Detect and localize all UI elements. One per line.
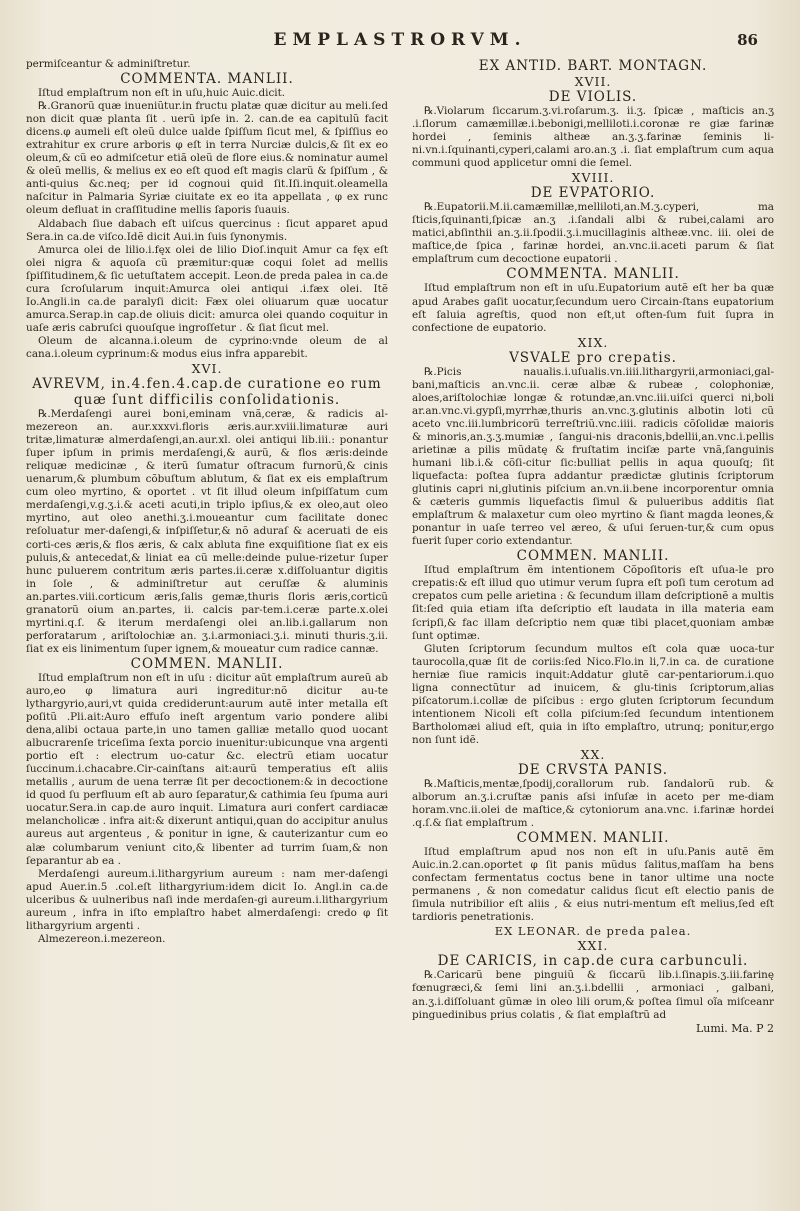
text-paragraph: Oleum de alcanna.i.oleum de cyprino:vnde oleum de al cana.i.oleum cyprinum:& modus eius infra apparebit. xyxy=(26,334,388,360)
section-heading: XVI. xyxy=(191,361,223,377)
text-paragraph: Merdaſengi aureum.i.lithargyrium aureum : nam mer-daſengi apud Auer.in.5 .col.eſt lithargyrium:idem dicit Io. Angl.in ca.de ulceribus & uulneribus naſi inde merdaſen-gi aureum.i.lithargyrium aureum , infra in iſto emplaſtro habet almerdaſengi: credo φ ſit lithargyrium argenti . xyxy=(26,867,388,932)
section-heading: XVIII. xyxy=(571,170,615,186)
section-heading: XIX. xyxy=(577,334,609,350)
text-paragraph: ℞.Violarum ſiccarum.ʒ.vi.roſarum.ʒ. ii.ʒ. ſpicæ , maſticis an.ʒ .i.ſlorum camæmillæ.i.bebonigi,melliloti.i.coronæ re giæ farinæ hordei , ſeminis altheæ an.ʒ.ʒ.farinæ ſeminis li-ni.vn.i.ſquinanti,cyperi,calami aro.an.ʒ .i. ſiat emplaſtrum cum aqua communi quod applicetur omni die ſemel. xyxy=(412,105,774,170)
section-heading: COMMENTA. MANLII. xyxy=(506,266,680,283)
page-number: 86 xyxy=(737,31,758,49)
text-paragraph: Iſtud emplaſtrum non eſt in uſu.Eupatorium autẽ eſt her ba quæ apud Arabes gaſit uocatur,ſecundum uero Circain-ſtans eupatorium eſt ſaluia agreſtis, quod non eſt,ut often-ſum fuit ſupra in confectione de eupatorio. xyxy=(412,282,774,334)
section-heading: COMMEN. MANLII. xyxy=(516,830,670,847)
section-heading: COMMENTA. MANLII. xyxy=(120,71,294,88)
section-heading: EX LEONAR. de preda palea. xyxy=(494,924,692,939)
section-heading: COMMEN. MANLII. xyxy=(516,548,670,565)
section-heading: XXI. xyxy=(577,938,609,954)
section-heading: DE CARICIS, in cap.de cura carbunculi. xyxy=(437,953,749,970)
section-heading: COMMEN. MANLII. xyxy=(130,655,284,672)
left-column xyxy=(26,58,388,1198)
section-heading: VSVALE pro crepatis. xyxy=(509,349,677,366)
text-paragraph: Gluten ſcriptorum ſecundum multos eſt cola quæ uoca-tur taurocolla,quæ ſit de coriis:ſed Nico.Flo.in li,7.in ca. de curatione herniæ ſiue ramicis inquit:Addatur glutẽ car-pentariorum.i.quo ligna connectũtur ad inuicem, & glu-tinis ſcriptorum,alias piſcatorum.i.collæ de piſcibus : ergo gluten ſcriptorum ſecundum intentionem Nicoli eſt colla piſcium:ſed ſecundum intentionem Bartholomæi aliud eſt, quia in iſto emplaſtro, utrunq; ponitur,ergo non ſunt idẽ. xyxy=(412,642,774,746)
text-columns xyxy=(26,58,774,1198)
text-paragraph: Amurca olei de lilio.i.fęx olei de lilio Dioſ.inquit Amur ca fęx eſt olei nigra & aquoſa cũ præmitur:quæ coqui ſolet ad mellis ſpiſſitudinem,& ſic uetuſtatem accepit. Leon.de preda palea in ca.de cura ſcroſularum inquit:Amurca olei antiqui .i.fæx olei. Itẽ Io.Angli.in ca.de paralyſi dicit: Fæx olei oliuarum quæ uocatur amurca.Serap.in cap.de oliuis dicit: amurca olei quando coquitur in uaſe æris cabruſci quouſque ingroſſetur . & ſiat ſicut mel. xyxy=(26,243,388,334)
right-column xyxy=(412,58,774,1198)
text-paragraph: Aldabach ſiue dabach eſt uiſcus quercinus : ſicut apparet apud Sera.in ca.de viſco.Idẽ dicit Aui.in ſuis ſynonymis. xyxy=(26,217,388,243)
section-heading: AVREVM, in.4.fen.4.cap.de curatione eo rum quæ ſunt difficilis conſolidationis. xyxy=(32,376,382,409)
catchword: Lumi. Ma. P 2 xyxy=(695,1021,774,1035)
text-paragraph: ℞.Caricarũ bene pinguiũ & ſiccarũ lib.i.ſinapis.ʒ.iii.farinę fœnugræci,& ſemi lini an.ʒ.i.bdellii , armoniaci , galbani, an.ʒ.i.diſſoluant gũmæ in oleo lili orum,& poſtea ſimul oĩa miſceanr pinguedinibus prius colatis , & ſiat emplaſtrũ ad xyxy=(412,969,774,1021)
section-heading: EX ANTID. BART. MONTAGN. xyxy=(478,58,708,74)
text-paragraph: Iſtud emplaſtrum apud nos non eſt in uſu.Panis autẽ ẽm Auic.in.2.can.oportet φ ſit panis mũdus ſalitus,maſſam ha bens confectam fermentatus coctus bene in tanor ultime una nocte permanens , & non comedatur calidus ſicut eſt electio panis de ſimula nutribilior eſt aliis , & eius nutri-mentum eſt melius,ſed eſt tardioris penetrationis. xyxy=(412,846,774,924)
text-paragraph: Iſtud emplaſtrum non eſt in uſu : dicitur aũt emplaſtrum aureũ ab auro,eo φ limatura auri ingreditur:nõ dicitur au-te lythargyrio,auri,vt quida crediderunt:aurum autẽ inter metalla eſt poſitũ .Pli.ait:Auro effuſo ineſt argentum vario pondere alibi dena,alibi octaua parte,in uno tamen galliæ metallo quod uocant albucrarenſe triceſima ſexta porcio inuenitur:ubicunque vna argenti portio eſt : electrum uo-catur &c. electrũ etiam uocatur ſuccinum.i.chacabre.Cir-cainſtans ait:aurũ temperatius eſt aliis metallis , aurum de uena terræ ſit per decoctionem:& in decoctione id quod ſu perfluum eſt ab auro ſeparatur,& cathimia ſeu ſpuma auri uocatur.Sera.in cap.de auro inquit. Limatura auri confert cardiacæ melancholicæ . infra ait:& dixerunt antiqui,quan do accipitur anulus aureus aut argenteus , & ponitur in igne, & cauterizantur cum eo alæ columbarum veniunt cito,& libenter ad turrim ſuam,& non ſeparantur ab ea . xyxy=(26,671,388,867)
text-paragraph: ℞.Granorũ quæ inueniũtur.in fructu platæ quæ dicitur au meli.ſed non dicit quæ planta ſit . uerũ ipſe in. 2. can.de ea capitulũ facit dicens.φ aumeli eſt oleũ dulce ualde ſpiſſum ſicut mel, & ſpiſſius eo extrahitur ex crure arboris φ eſt in terra Nurciæ dulcis,& ſit ex eo oleum,& cũ eo admiſcetur etiã oleũ de flore eius.& nominatur aumel & oleũ mellis, & melius ex eo eſt quod eſt magis clarũ & ſpiſſum , & anti-quius &c.neq; per id cognoui quid ſit.Iſi.inquit.oleamella naſcitur in Palmaria Syriæ ciuitate ex eo ita appellata , φ ex runc oleum defluat in craſſitudine mellis ſaporis ſuauis. xyxy=(26,100,388,217)
section-heading: DE EVPATORIO. xyxy=(530,185,656,202)
text-paragraph: Iſtud emplaſtrum non eſt in uſu,huic Auic.dicit. xyxy=(38,87,286,100)
section-heading: DE VIOLIS. xyxy=(548,89,638,105)
section-heading: DE CRVSTA PANIS. xyxy=(517,761,669,778)
text-paragraph: ℞.Picis naualis.i.uſualis.vn.iiii.lithargyrii,armoniaci,gal-bani,maſticis an.vnc.ii. ceræ albæ & rubeæ , colophoniæ, aloes,ariſtolochiæ longæ & rotundæ,an.vnc.iii.uiſci querci ni,boli ar.an.vnc.vi.gypſi,myrrhæ,thuris an.vnc.ʒ.glutinis albotin loti cũ aceto vnc.iii.lumbricorũ terreſtriũ.vnc.iiii. radicis cõſolidæ maioris & minoris,an.ʒ.ʒ.mumiæ , ſangui-nis draconis,bdellii,an.vnc.i.pellis arietinæ a pilis mũdatę & fruſtatim inciſæ parte vnã,ſanguinis humani lib.i.& cõſi-citur ſic:bulliat pellis in aqua quouſq; ſit liquefacta: poſtea ſupra addantur prædictæ glutinis ſcriptorum glutinis capri ni,glutinis piſcium an.vn.ii.bene incorporentur omnia & cæteris gummis liquefactis ſimul & pulueribus additis ſiat emplaſtrum & malaxetur cum oleo myrtino & ſiant magda leones,& ponantur in uaſe terreo vel æreo, & uſui ſeruen-tur,& cum opus fuerit ſuper corio extendantur. xyxy=(412,365,774,548)
running-head: EMPLASTRORVM. xyxy=(273,30,527,50)
section-heading: XX. xyxy=(580,746,606,762)
text-paragraph: ℞.Maſticis,mentæ,ſpodij,corallorum rub. ſandalorũ rub. & alborum an.ʒ.i.cruſtæ panis aſsi inſuſæ in aceto per me-diam horam.vnc.ii.olei de maſtice,& cytoniorum ana.vnc. i.farinæ hordei .q.ſ.& ſiat emplaſtrum . xyxy=(412,777,774,830)
text-paragraph: permiſceantur & adminiſtretur. xyxy=(26,58,191,70)
text-paragraph: Almezereon.i.mezereon. xyxy=(38,932,166,945)
text-paragraph: ℞.Merdaſengi aurei boni,eminam vnã,ceræ, & radicis al-mezereon an. aur.xxxvi.floris æris.aur.xviii.limaturæ auri tritæ,limaturæ almerdaſengi,an.aur.xl. olei antiqui lib.iii.: ponantur ſuper ipſum in primis merdaſengi,& aurũ, & flos æris:deinde reliquæ medicinæ , & iterũ ſumatur oſtracum furnorũ,& cinis uenarum,& plumbum cõbuſtum ablutum, & ſiat ex eis emplaſtrum cum oleo myrtino, & oportet . vt ſit illud oleum inſpiſſatum cum merdaſengi,v.g.ʒ.i.& aceti acuti,in triplo ipſius,& ex oleo,aut oleo myrtino, aut oleo anethi.ʒ.i.moueantur cum facilitate donec reſoluatur mer-daſengi,& inſpiſſetur,& nõ aduraſ & aceruati de eis corti-ces æris,& flos æris, & calx abluta fine exquiſitione ſiat ex eis puluis,& antecedat,& liniat ea cũ melle:deinde pulue-rizetur ſuper hunc puluerem contritum æris partes.ii.ceræ x.diſſoluantur digitis in ſole , & adminiſtretur aut ceruſſæ & aluminis an.partes.viii.corticum æris,ſalis gemæ,thuris ſloris æris,corticũ granatorũ oium an.partes, ii. calcis par-tem.i.ceræ parte.x.olei myrtini.q.ſ. & iterum merdaſengi olei an.lib.i.gallarum non perforatarum , ariſtolochiæ an. ʒ.i.armoniaci.ʒ.i. minuti thuris.ʒ.ii. ſiat ex eis linimentum ſuper ignem,& moueatur cum radice cannæ. xyxy=(26,408,388,655)
text-paragraph: ℞.Eupatorii.M.ii.camæmillæ,melliloti,an.M.ʒ.cyperi, ma ſticis,ſquinanti,ſpicæ an.ʒ .i.ſandali albi & rubei,calami aro matici,abſinthii an.ʒ.ii.ſpodii.ʒ.i.mucillaginis altheæ.vnc. iii. olei de maſtice,de ſpica , farinæ hordei, an.vnc.ii.aceti parum & ſiat emplaſtrum cum decoctione eupatorii . xyxy=(412,201,774,266)
text-paragraph: Iſtud emplaſtrum ẽm intentionem Cõpoſitoris eſt uſua-le pro crepatis:& eſt illud quo utimur verum ſupra eſt poſi tum cerotum ad crepatos cum pelle arietina : & ſecundum illam deſcriptionẽ a multis ſit:ſed quia etiam iſta deſcriptio eſt laudata in illa materia eam ſcripſi,& fac illam deſcriptio nem quæ tibi placet,quoniam ambæ ſunt optimæ. xyxy=(412,564,774,642)
section-heading: XVII. xyxy=(574,74,612,89)
